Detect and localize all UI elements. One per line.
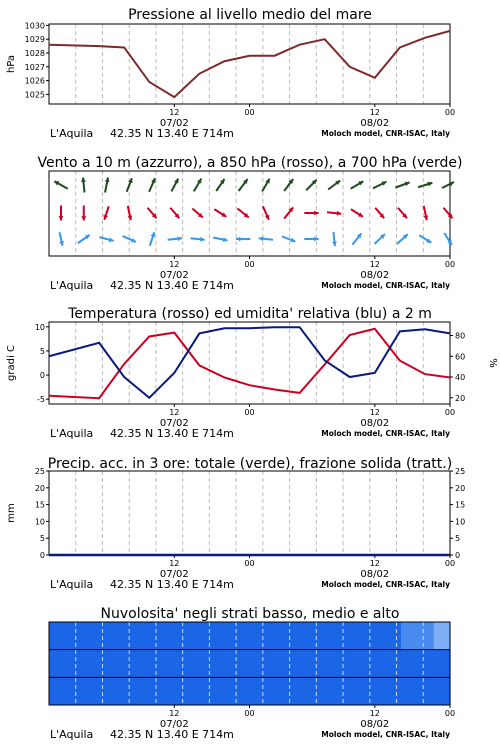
cloud-cell: [245, 677, 254, 705]
cloud-cell: [417, 677, 426, 705]
cloud-cell: [401, 650, 410, 678]
cloud-cell: [221, 650, 230, 678]
time-tick-label: 00: [244, 260, 255, 269]
cloud-cell: [237, 677, 246, 705]
y-right-tick-label: 25: [455, 467, 466, 476]
cloud-cell: [49, 622, 58, 650]
cloud-cell: [123, 677, 132, 705]
cloud-cell: [213, 622, 222, 650]
y-right-tick-label: 15: [455, 500, 466, 510]
cloud-cell: [180, 622, 189, 650]
time-tick-label: 12: [169, 260, 180, 269]
y-tick-label: 1029: [24, 35, 45, 45]
cloud-cell: [164, 622, 173, 650]
cloud-cell: [221, 622, 230, 650]
y-right-tick-label: 20: [455, 393, 466, 403]
cloud-cell: [278, 622, 287, 650]
cloud-cell: [393, 622, 402, 650]
cloud-cell: [221, 677, 230, 705]
date-label: 07/02: [159, 270, 189, 281]
cloud-cell: [188, 622, 197, 650]
cloud-cell: [147, 677, 156, 705]
cloud-cell: [376, 677, 385, 705]
cloud-cell: [327, 650, 336, 678]
date-label: 07/02: [159, 569, 189, 580]
cloud-cell: [57, 650, 66, 678]
y-axis-label: hPa: [6, 54, 17, 74]
cloud-cell: [188, 650, 197, 678]
cloud-cell: [425, 622, 434, 650]
time-tick-label: 12: [169, 709, 180, 718]
time-tick-label: 12: [169, 408, 180, 417]
date-label: 08/02: [360, 270, 390, 281]
cloud-cell: [270, 622, 279, 650]
y-axis-label: mm: [6, 503, 17, 523]
cloud-cell: [278, 650, 287, 678]
date-label: 07/02: [159, 418, 189, 429]
y-tick-label: 5: [39, 346, 45, 356]
cloud-cell: [57, 677, 66, 705]
cloud-cell: [401, 622, 410, 650]
cloud-cell: [123, 622, 132, 650]
cloud-cell: [442, 677, 451, 705]
date-label: 08/02: [360, 719, 390, 730]
cloud-cell: [417, 650, 426, 678]
cloud-cell: [131, 677, 140, 705]
location-label: L'Aquila: [50, 728, 94, 741]
model-credit: Moloch model, CNR-ISAC, Italy: [321, 129, 450, 138]
model-credit: Moloch model, CNR-ISAC, Italy: [321, 281, 450, 290]
y-tick-label: 1027: [24, 62, 45, 72]
cloud-cell: [237, 650, 246, 678]
cloud-cell: [147, 622, 156, 650]
cloud-cell: [352, 650, 361, 678]
cloud-cell: [344, 650, 353, 678]
cloud-cell: [311, 622, 320, 650]
chart-title: Vento a 10 m (azzurro), a 850 hPa (rosso), a 700 hPa (verde): [37, 155, 463, 171]
cloud-cell: [434, 677, 443, 705]
cloud-cell: [442, 650, 451, 678]
cloud-cell: [401, 677, 410, 705]
y-tick-label: 10: [34, 517, 45, 527]
cloud-cell: [82, 677, 91, 705]
cloud-cell: [409, 677, 418, 705]
cloud-cell: [180, 677, 189, 705]
y-tick-label: 5: [39, 534, 45, 544]
y-tick-label: 15: [34, 500, 45, 510]
wind-arrow-head: [332, 242, 337, 247]
model-credit: Moloch model, CNR-ISAC, Italy: [321, 730, 450, 739]
cloud-cell: [65, 677, 74, 705]
cloud-cell: [49, 677, 58, 705]
time-tick-label: 12: [369, 260, 380, 269]
cloud-cell: [245, 650, 254, 678]
cloud-cell: [278, 677, 287, 705]
coords-label: 42.35 N 13.40 E 714m: [110, 279, 234, 292]
cloud-cell: [114, 677, 123, 705]
cloud-cell: [82, 622, 91, 650]
wind-arrow-head: [337, 211, 342, 216]
chart-title: Nuvolosita' negli strati basso, medio e alto: [100, 606, 400, 622]
wind-arrow-head: [200, 237, 205, 242]
cloud-cell: [106, 650, 115, 678]
location-label: L'Aquila: [50, 578, 94, 591]
time-tick-label: 12: [369, 408, 380, 417]
date-label: 07/02: [159, 118, 189, 129]
date-label: 08/02: [360, 418, 390, 429]
y-tick-label: 10: [34, 322, 45, 332]
cloud-cell: [327, 622, 336, 650]
model-credit: Moloch model, CNR-ISAC, Italy: [321, 580, 450, 589]
cloud-cell: [74, 622, 83, 650]
location-label: L'Aquila: [50, 279, 94, 292]
cloud-cell: [147, 650, 156, 678]
time-tick-label: 00: [244, 108, 255, 117]
wind-arrow-head: [177, 236, 182, 241]
cloud-cell: [442, 622, 451, 650]
cloud-cell: [360, 622, 369, 650]
model-credit: Moloch model, CNR-ISAC, Italy: [321, 429, 450, 438]
cloud-cell: [434, 650, 443, 678]
cloud-cell: [286, 650, 295, 678]
cloud-cell: [425, 677, 434, 705]
cloud-cell: [319, 677, 328, 705]
time-tick-label: 00: [444, 559, 456, 568]
coords-label: 42.35 N 13.40 E 714m: [110, 728, 234, 741]
y-tick-label: 1030: [24, 21, 45, 31]
time-tick-label: 00: [244, 559, 255, 568]
cloud-cell: [385, 677, 394, 705]
cloud-cell: [204, 650, 213, 678]
time-tick-label: 12: [369, 559, 380, 568]
cloud-cell: [114, 622, 123, 650]
cloud-cell: [360, 650, 369, 678]
cloud-cell: [188, 677, 197, 705]
cloud-cell: [237, 622, 246, 650]
cloud-cell: [131, 650, 140, 678]
time-tick-label: 00: [444, 709, 456, 718]
cloud-cell: [385, 622, 394, 650]
y-tick-label: 1025: [24, 90, 45, 100]
cloud-cell: [213, 677, 222, 705]
cloud-cell: [172, 650, 181, 678]
cloud-cell: [74, 677, 83, 705]
cloud-cell: [196, 650, 205, 678]
coords-label: 42.35 N 13.40 E 714m: [110, 127, 234, 140]
cloud-cell: [245, 622, 254, 650]
cloud-cell: [327, 677, 336, 705]
cloud-cell: [385, 650, 394, 678]
time-tick-label: 12: [169, 108, 180, 117]
location-label: L'Aquila: [50, 427, 94, 440]
humidity-line: [49, 327, 450, 398]
cloud-cell: [123, 650, 132, 678]
y-right-tick-label: 40: [455, 373, 466, 383]
y-right-tick-label: 5: [455, 534, 461, 544]
cloud-cell: [106, 622, 115, 650]
time-tick-label: 00: [244, 408, 255, 417]
cloud-cell: [254, 622, 263, 650]
wind-arrow-head: [259, 236, 264, 241]
y-right-axis-label: %: [487, 358, 498, 368]
cloud-cell: [106, 677, 115, 705]
y-right-tick-label: 0: [455, 551, 461, 560]
cloud-cell: [311, 677, 320, 705]
cloud-cell: [270, 650, 279, 678]
cloud-cell: [270, 677, 279, 705]
cloud-cell: [139, 677, 148, 705]
y-tick-label: 25: [34, 467, 45, 476]
cloud-cell: [90, 650, 99, 678]
wind-arrow-head: [81, 216, 86, 220]
cloud-cell: [303, 622, 312, 650]
wind-frame: [49, 171, 450, 256]
y-tick-label: 0: [39, 371, 45, 381]
date-label: 08/02: [360, 118, 390, 129]
temperature-frame: [49, 322, 450, 404]
cloud-cell: [344, 622, 353, 650]
time-tick-label: 12: [369, 709, 380, 718]
cloud-cell: [311, 650, 320, 678]
time-tick-label: 00: [444, 108, 456, 117]
cloud-cell: [286, 677, 295, 705]
cloud-cell: [213, 650, 222, 678]
cloud-cell: [196, 677, 205, 705]
y-right-tick-label: 20: [455, 483, 466, 493]
cloud-cell: [376, 622, 385, 650]
y-right-tick-label: 10: [455, 517, 466, 527]
time-tick-label: 00: [444, 408, 456, 417]
y-axis-label: gradi C: [6, 345, 17, 381]
pressure-line: [49, 31, 450, 97]
cloud-cell: [204, 622, 213, 650]
cloud-cell: [295, 650, 304, 678]
cloud-cell: [74, 650, 83, 678]
cloud-cell: [139, 650, 148, 678]
coords-label: 42.35 N 13.40 E 714m: [110, 427, 234, 440]
date-label: 08/02: [360, 569, 390, 580]
cloud-cell: [303, 677, 312, 705]
time-tick-label: 12: [169, 559, 180, 568]
temperature-line: [49, 329, 450, 398]
y-tick-label: -5: [37, 395, 45, 405]
cloud-cell: [204, 677, 213, 705]
cloud-cell: [352, 677, 361, 705]
cloud-cell: [82, 650, 91, 678]
cloud-cell: [360, 677, 369, 705]
date-label: 07/02: [159, 719, 189, 730]
chart-title: Precip. acc. in 3 ore: totale (verde), frazione solida (tratt.): [47, 456, 453, 472]
y-right-tick-label: 80: [455, 331, 466, 341]
cloud-cell: [114, 650, 123, 678]
cloud-cell: [352, 622, 361, 650]
cloud-cell: [131, 622, 140, 650]
cloud-cell: [295, 622, 304, 650]
cloud-cell: [65, 622, 74, 650]
wind-arrow-head: [236, 237, 240, 242]
y-right-tick-label: 60: [455, 352, 466, 362]
y-tick-label: 1026: [24, 76, 45, 86]
cloud-cell: [286, 622, 295, 650]
cloud-cell: [164, 677, 173, 705]
cloud-cell: [425, 650, 434, 678]
cloud-cell: [90, 677, 99, 705]
cloud-cell: [393, 677, 402, 705]
cloud-cell: [49, 650, 58, 678]
time-tick-label: 00: [444, 260, 456, 269]
cloud-cell: [254, 677, 263, 705]
cloud-cell: [172, 677, 181, 705]
pressure-frame: [49, 24, 450, 104]
cloud-cell: [254, 650, 263, 678]
chart-title: Pressione al livello medio del mare: [128, 7, 372, 23]
cloud-cell: [65, 650, 74, 678]
cloud-cell: [303, 650, 312, 678]
cloud-cell: [376, 650, 385, 678]
cloud-cell: [196, 622, 205, 650]
cloud-cell: [164, 650, 173, 678]
cloud-cell: [409, 650, 418, 678]
cloud-cell: [434, 622, 443, 650]
cloud-cell: [155, 650, 164, 678]
cloud-cell: [57, 622, 66, 650]
cloud-cell: [155, 677, 164, 705]
y-tick-label: 20: [34, 483, 45, 493]
precipitation-frame: [49, 471, 450, 555]
cloud-cell: [139, 622, 148, 650]
cloud-cell: [344, 677, 353, 705]
y-tick-label: 0: [39, 551, 45, 560]
cloud-cell: [180, 650, 189, 678]
coords-label: 42.35 N 13.40 E 714m: [110, 578, 234, 591]
time-tick-label: 00: [244, 709, 255, 718]
cloud-cell: [319, 650, 328, 678]
wind-arrow-head: [59, 216, 64, 220]
chart-title: Temperatura (rosso) ed umidita' relativa (blu) a 2 m: [68, 306, 432, 322]
cloud-cell: [409, 622, 418, 650]
wind-arrow-head: [81, 178, 86, 183]
cloud-cell: [155, 622, 164, 650]
cloud-cell: [295, 677, 304, 705]
cloud-cell: [417, 622, 426, 650]
cloud-cell: [172, 622, 181, 650]
time-tick-label: 12: [369, 108, 380, 117]
cloud-cell: [393, 650, 402, 678]
cloud-cell: [319, 622, 328, 650]
cloud-cell: [90, 622, 99, 650]
location-label: L'Aquila: [50, 127, 94, 140]
y-tick-label: 1028: [24, 48, 45, 58]
